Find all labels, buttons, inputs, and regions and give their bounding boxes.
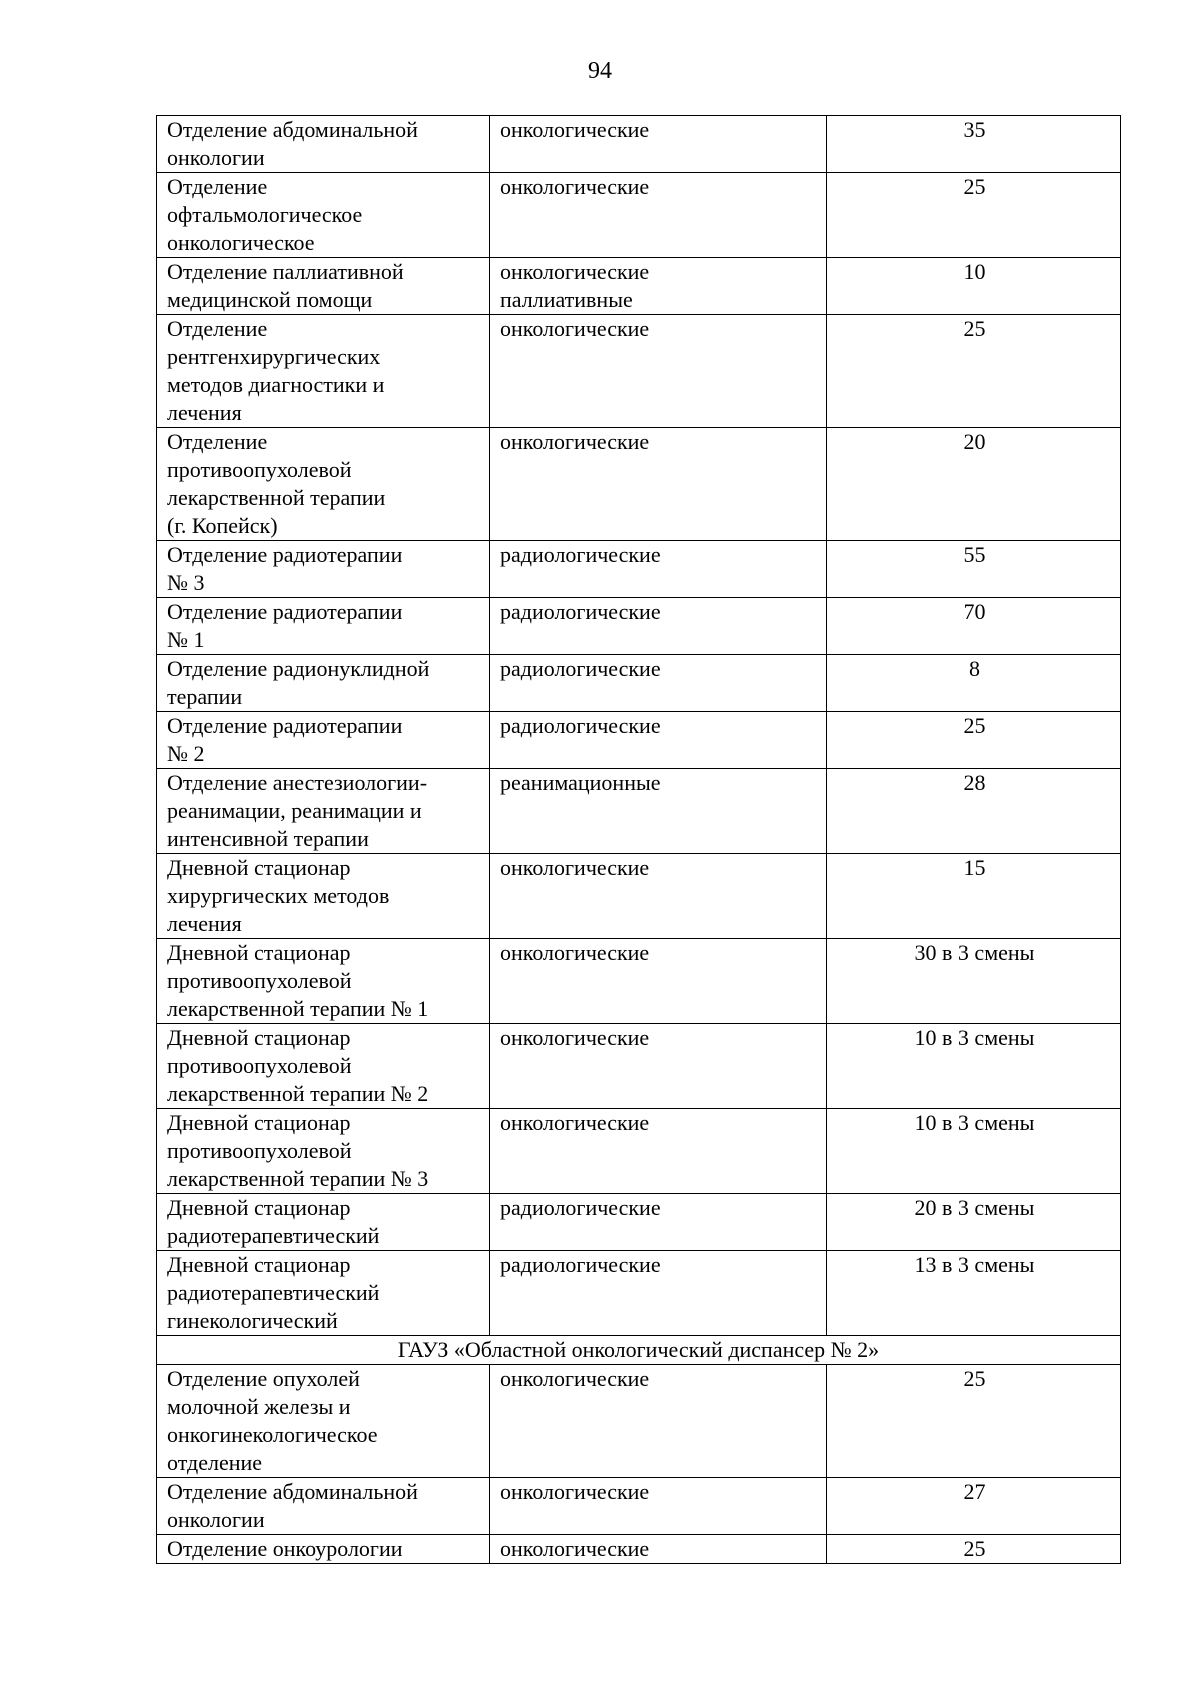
bed-count-cell-text: 35 [963,117,986,142]
department-cell-text: Отделение офтальмологическое онкологическое [167,174,363,255]
bed-profile-cell-text: онкологические [500,940,650,965]
bed-profile-cell-text: онкологические паллиативные [500,259,650,312]
bed-count-cell-text: 15 [963,855,986,880]
bed-profile-cell [490,116,827,173]
department-cell [157,541,490,598]
table-row [157,428,1121,541]
beds-table-body [157,116,1121,1564]
bed-count-cell [827,712,1121,769]
bed-count-cell-text: 25 [963,713,986,738]
page-number: 94 [588,58,612,84]
bed-count-cell [827,1109,1121,1194]
table-row [157,116,1121,173]
bed-profile-cell-text: радиологические [500,599,661,624]
table-row [157,655,1121,712]
bed-profile-cell [490,769,827,854]
bed-count-cell [827,1194,1121,1251]
department-cell-text: Отделение радиотерапии № 2 [167,713,403,766]
table-row [157,1109,1121,1194]
bed-count-cell [827,854,1121,939]
table-row [157,1365,1121,1478]
bed-count-cell-text: 20 в 3 смены [914,1195,1035,1220]
bed-profile-cell [490,315,827,428]
bed-count-cell [827,116,1121,173]
department-cell [157,1535,490,1564]
bed-count-cell [827,1535,1121,1564]
department-cell-text: Отделение паллиативной медицинской помощи [167,259,404,312]
bed-profile-cell [490,1024,827,1109]
table-row [157,1194,1121,1251]
bed-count-cell-text: 25 [963,1536,986,1561]
department-cell-text: Дневной стационар хирургических методов лечения [167,855,390,936]
bed-count-cell-text: 25 [963,174,986,199]
table-row [157,173,1121,258]
bed-count-cell [827,598,1121,655]
table-row [157,854,1121,939]
table-row [157,1535,1121,1564]
department-cell [157,1251,490,1336]
bed-count-cell [827,769,1121,854]
bed-profile-cell-text: радиологические [500,713,661,738]
department-cell [157,769,490,854]
bed-profile-cell [490,258,827,315]
bed-profile-cell [490,1194,827,1251]
department-cell [157,1109,490,1194]
bed-profile-cell [490,541,827,598]
bed-count-cell-text: 25 [963,316,986,341]
department-cell-text: Дневной стационар противоопухолевой лекарственной терапии № 3 [167,1110,429,1191]
section-row [157,1336,1121,1365]
table-row [157,939,1121,1024]
department-cell [157,712,490,769]
bed-profile-cell-text: онкологические [500,1479,650,1504]
department-cell [157,598,490,655]
bed-count-cell [827,1251,1121,1336]
bed-count-cell-text: 28 [963,770,986,795]
bed-count-cell [827,258,1121,315]
bed-count-cell [827,1365,1121,1478]
department-cell-text: Дневной стационар противоопухолевой лекарственной терапии № 2 [167,1025,429,1106]
table-row [157,258,1121,315]
department-cell [157,1194,490,1251]
bed-count-cell-text: 8 [969,656,980,681]
bed-profile-cell-text: онкологические [500,1025,650,1050]
bed-count-cell-text: 30 в 3 смены [914,940,1035,965]
bed-count-cell-text: 13 в 3 смены [914,1252,1035,1277]
bed-profile-cell-text: радиологические [500,542,661,567]
department-cell-text: Отделение радиотерапии № 3 [167,542,403,595]
bed-profile-cell-text: реанимационные [500,770,661,795]
bed-profile-cell [490,655,827,712]
department-cell [157,428,490,541]
department-cell-text: Отделение анестезиологии- реанимации, реанимации и интенсивной терапии [167,770,428,851]
table-row [157,1478,1121,1535]
table-row [157,1251,1121,1336]
department-cell-text: Дневной стационар противоопухолевой лекарственной терапии № 1 [167,940,429,1021]
bed-profile-cell [490,939,827,1024]
bed-profile-cell-text: онкологические [500,117,650,142]
department-cell [157,116,490,173]
table-row [157,1024,1121,1109]
bed-profile-cell-text: онкологические [500,174,650,199]
bed-count-cell [827,1024,1121,1109]
bed-count-cell [827,939,1121,1024]
table-row [157,598,1121,655]
bed-profile-cell-text: онкологические [500,429,650,454]
department-cell-text: Отделение радиотерапии № 1 [167,599,403,652]
department-cell [157,315,490,428]
bed-profile-cell-text: онкологические [500,1536,650,1561]
department-cell [157,173,490,258]
bed-profile-cell [490,598,827,655]
department-cell-text: Отделение противоопухолевой лекарственной терапии (г. Копейск) [167,429,386,538]
beds-table [156,115,1121,1564]
bed-profile-cell-text: онкологические [500,1110,650,1135]
department-cell [157,1478,490,1535]
department-cell-text: Отделение онкоурологии [167,1536,403,1561]
bed-profile-cell [490,1365,827,1478]
bed-profile-cell [490,1535,827,1564]
bed-count-cell [827,173,1121,258]
bed-count-cell-text: 70 [963,599,986,624]
bed-profile-cell [490,1109,827,1194]
bed-count-cell [827,655,1121,712]
bed-profile-cell [490,1478,827,1535]
table-row [157,712,1121,769]
table-row [157,541,1121,598]
bed-count-cell-text: 55 [963,542,986,567]
bed-profile-cell-text: онкологические [500,855,650,880]
department-cell [157,854,490,939]
bed-profile-cell [490,173,827,258]
department-cell [157,1024,490,1109]
department-cell [157,655,490,712]
department-cell [157,258,490,315]
bed-profile-cell-text: радиологические [500,656,661,681]
bed-count-cell [827,428,1121,541]
department-cell-text: Отделение опухолей молочной железы и онкогинекологическое отделение [167,1366,378,1475]
bed-count-cell [827,541,1121,598]
department-cell-text: Отделение абдоминальной онкологии [167,117,418,170]
department-cell-text: Отделение радионуклидной терапии [167,656,430,709]
bed-profile-cell-text: радиологические [500,1252,661,1277]
department-cell-text: Отделение абдоминальной онкологии [167,1479,418,1532]
section-title: ГАУЗ «Областной онкологический диспансер № 2» [157,1336,1121,1365]
bed-profile-cell [490,854,827,939]
department-cell [157,939,490,1024]
bed-profile-cell [490,1251,827,1336]
bed-profile-cell [490,712,827,769]
bed-count-cell-text: 20 [963,429,986,454]
bed-count-cell [827,1478,1121,1535]
table-row [157,769,1121,854]
department-cell-text: Дневной стационар радиотерапевтический [167,1195,380,1248]
bed-count-cell-text: 27 [963,1479,986,1504]
bed-profile-cell-text: онкологические [500,1366,650,1391]
bed-count-cell-text: 10 в 3 смены [914,1025,1035,1050]
bed-count-cell-text: 25 [963,1366,986,1391]
department-cell-text: Дневной стационар радиотерапевтический гинекологический [167,1252,380,1333]
department-cell [157,1365,490,1478]
table-row [157,315,1121,428]
bed-profile-cell-text: радиологические [500,1195,661,1220]
bed-count-cell-text: 10 [963,259,986,284]
bed-count-cell-text: 10 в 3 смены [914,1110,1035,1135]
bed-profile-cell [490,428,827,541]
bed-profile-cell-text: онкологические [500,316,650,341]
department-cell-text: Отделение рентгенхирургических методов диагностики и лечения [167,316,385,425]
bed-count-cell [827,315,1121,428]
